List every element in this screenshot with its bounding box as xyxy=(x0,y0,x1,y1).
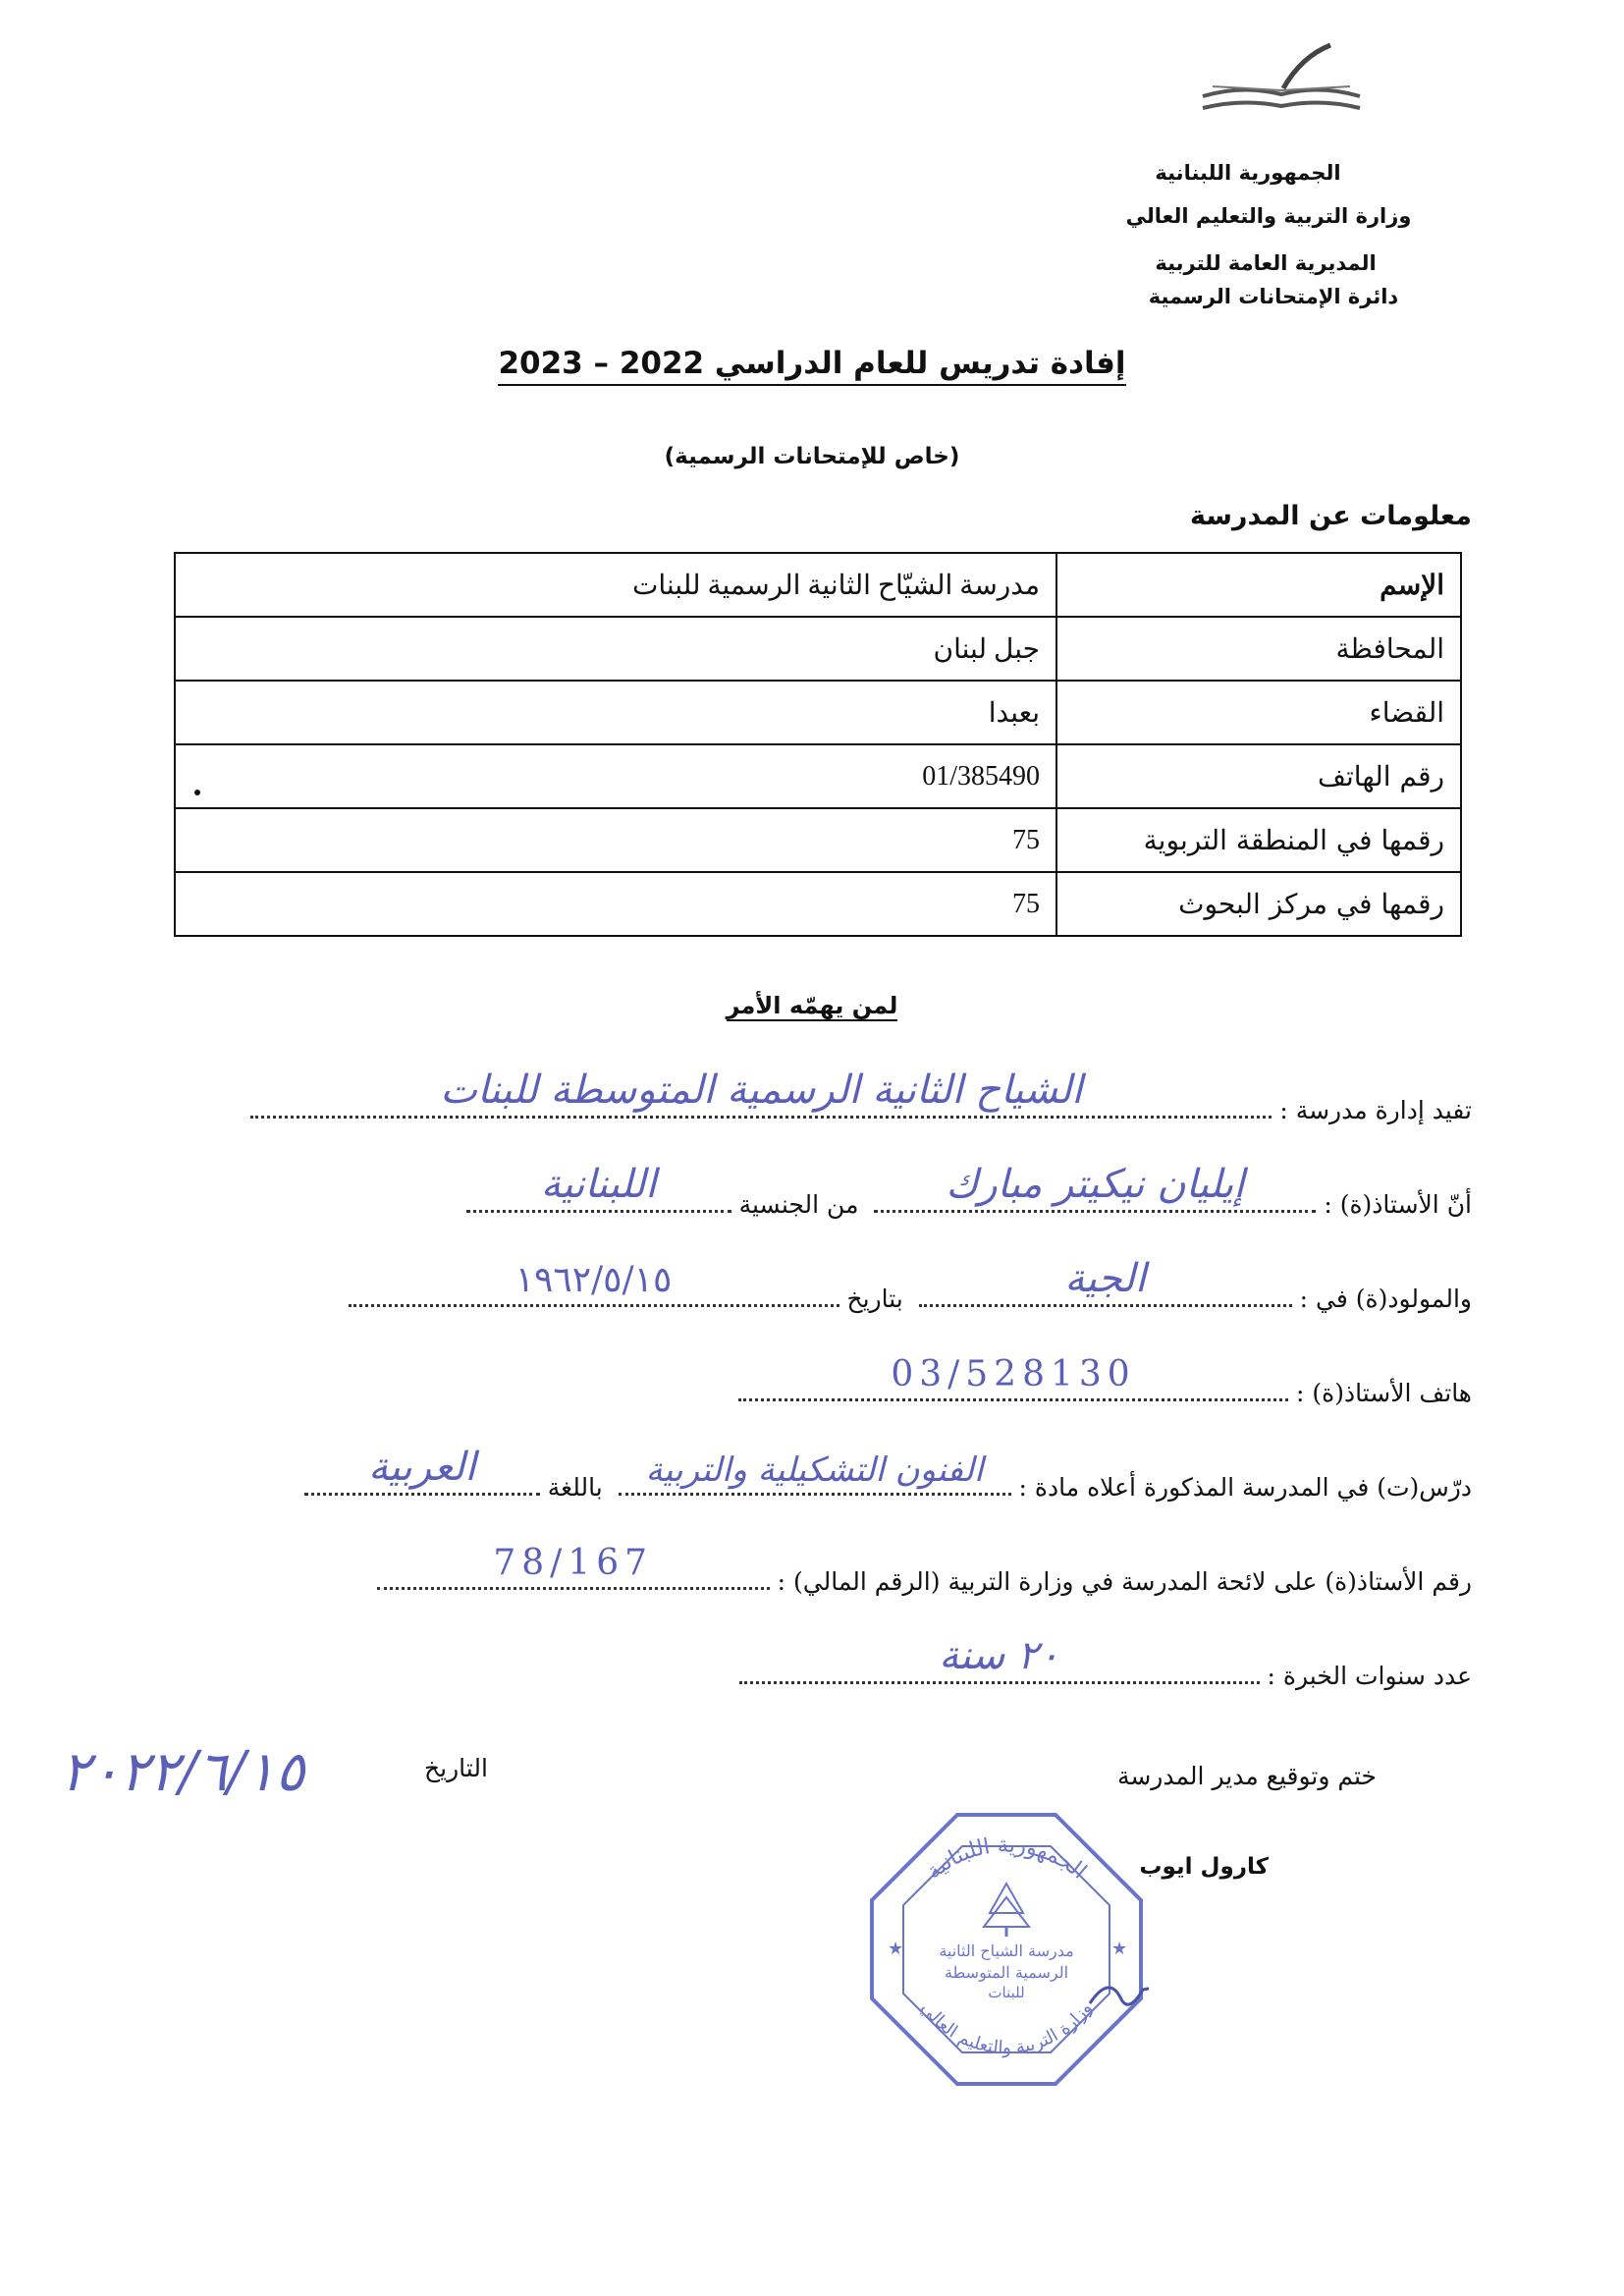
header-ministry: وزارة التربية والتعليم العالي xyxy=(1125,204,1412,228)
star-icon: ★ xyxy=(888,1939,904,1959)
row-label: رقمها في المنطقة التربوية xyxy=(1056,808,1461,872)
handwritten-teacher-name: إيليان نيكيتر مبارك xyxy=(946,1162,1245,1207)
form-line-financial-number xyxy=(377,1543,1472,1616)
stamp-bottom-text: وزارة التربية والتعليم العالي xyxy=(916,1997,1097,2058)
table-row xyxy=(175,872,1461,936)
header-directorate: المديرية العامة للتربية xyxy=(1155,251,1377,275)
form-line-phone xyxy=(738,1354,1472,1428)
row-value: جبل لبنان xyxy=(175,617,1056,681)
field-label: أنّ الأستاذ(ة) : xyxy=(1324,1190,1472,1219)
handwritten-phone: 03/528130 xyxy=(891,1354,1136,1394)
to-whom-heading: لمن يهمّه الأمر xyxy=(726,992,898,1019)
experience-field xyxy=(739,1633,1260,1684)
handwritten-financial-number: 78/167 xyxy=(493,1543,654,1583)
field-label: بتاريخ xyxy=(846,1285,903,1313)
table-row xyxy=(175,553,1461,617)
field-label: تفيد إدارة مدرسة : xyxy=(1279,1096,1472,1124)
field-label: من الجنسية xyxy=(738,1190,859,1219)
row-value: 01/385490 xyxy=(175,744,1056,808)
subject-field xyxy=(619,1450,1011,1496)
form-line-subject xyxy=(304,1445,1472,1522)
stamp-inner-line2: الرسمية المتوسطة xyxy=(944,1963,1069,1982)
field-label: درّس(ت) في المدرسة المذكورة أعلاه مادة : xyxy=(1018,1473,1472,1502)
header-department: دائرة الإمتحانات الرسمية xyxy=(1148,285,1399,308)
row-label: رقم الهاتف xyxy=(1056,744,1461,808)
cedar-icon xyxy=(984,1884,1029,1937)
stray-dot xyxy=(194,790,200,795)
field-label: هاتف الأستاذ(ة) : xyxy=(1295,1379,1472,1407)
handwritten-nationality: اللبنانية xyxy=(540,1162,657,1207)
handwritten-birthplace: الجية xyxy=(1064,1256,1146,1301)
row-value: 75 xyxy=(175,808,1056,872)
handwritten-experience: ٢٠ سنة xyxy=(939,1633,1059,1678)
school-name-field xyxy=(250,1067,1272,1119)
stamp-inner-line3: للبنات xyxy=(988,1984,1025,2001)
language-field xyxy=(304,1445,540,1496)
ministry-logo-icon xyxy=(1193,37,1370,126)
birthplace-field xyxy=(919,1256,1292,1307)
star-icon: ★ xyxy=(1111,1939,1128,1959)
table-row xyxy=(175,744,1461,808)
handwritten-school-name: الشياح الثانية الرسمية المتوسطة للبنات xyxy=(440,1067,1083,1113)
form-line-teacher xyxy=(466,1162,1472,1239)
handwritten-subject: الفنون التشكيلية والتربية xyxy=(645,1450,984,1490)
field-label: عدد سنوات الخبرة : xyxy=(1267,1662,1472,1690)
field-label: باللغة xyxy=(547,1473,603,1502)
row-label: القضاء xyxy=(1056,681,1461,744)
row-label: المحافظة xyxy=(1056,617,1461,681)
row-value: 75 xyxy=(175,872,1056,936)
field-label: رقم الأستاذ(ة) على لائحة المدرسة في وزارة التربية (الرقم المالي) : xyxy=(777,1567,1472,1596)
handwritten-date: ٢٠٢٢/٦/١٥ xyxy=(61,1740,305,1804)
handwritten-birthdate: ١٩٦٢/٥/١٥ xyxy=(514,1260,673,1300)
date-label: التاريخ xyxy=(424,1754,488,1782)
form-line-school xyxy=(250,1067,1472,1145)
row-value: مدرسة الشيّاح الثانية الرسمية للبنات xyxy=(175,553,1056,617)
birthdate-field xyxy=(349,1260,839,1307)
school-info-table xyxy=(174,552,1462,937)
signature-label: ختم وتوقيع مدير المدرسة xyxy=(1116,1762,1377,1790)
form-line-experience xyxy=(739,1633,1472,1711)
teacher-phone-field xyxy=(738,1354,1288,1401)
teacher-name-field xyxy=(874,1162,1316,1213)
stamp-inner-line1: مدرسة الشياح الثانية xyxy=(939,1941,1074,1960)
document-subtitle: (خاص للإمتحانات الرسمية) xyxy=(664,444,960,469)
financial-number-field xyxy=(377,1543,770,1590)
document-title: إفادة تدريس للعام الدراسي 2022 – 2023 xyxy=(0,346,1624,381)
row-value: بعبدا xyxy=(175,681,1056,744)
handwritten-language: العربية xyxy=(368,1445,476,1490)
principal-name: كارول ايوب xyxy=(1139,1854,1269,1880)
field-label: والمولود(ة) في : xyxy=(1299,1285,1472,1313)
school-stamp xyxy=(864,1807,1149,2092)
row-label: رقمها في مركز البحوث xyxy=(1056,872,1461,936)
nationality-field xyxy=(466,1162,731,1213)
table-row xyxy=(175,617,1461,681)
school-info-heading: معلومات عن المدرسة xyxy=(1190,501,1472,531)
header-country: الجمهورية اللبنانية xyxy=(1155,161,1341,185)
table-row xyxy=(175,808,1461,872)
stamp-outer-text: الجمهورية اللبنانية xyxy=(922,1832,1092,1885)
table-row xyxy=(175,681,1461,744)
row-label: الإسم xyxy=(1056,553,1461,617)
form-line-birth xyxy=(349,1256,1473,1334)
